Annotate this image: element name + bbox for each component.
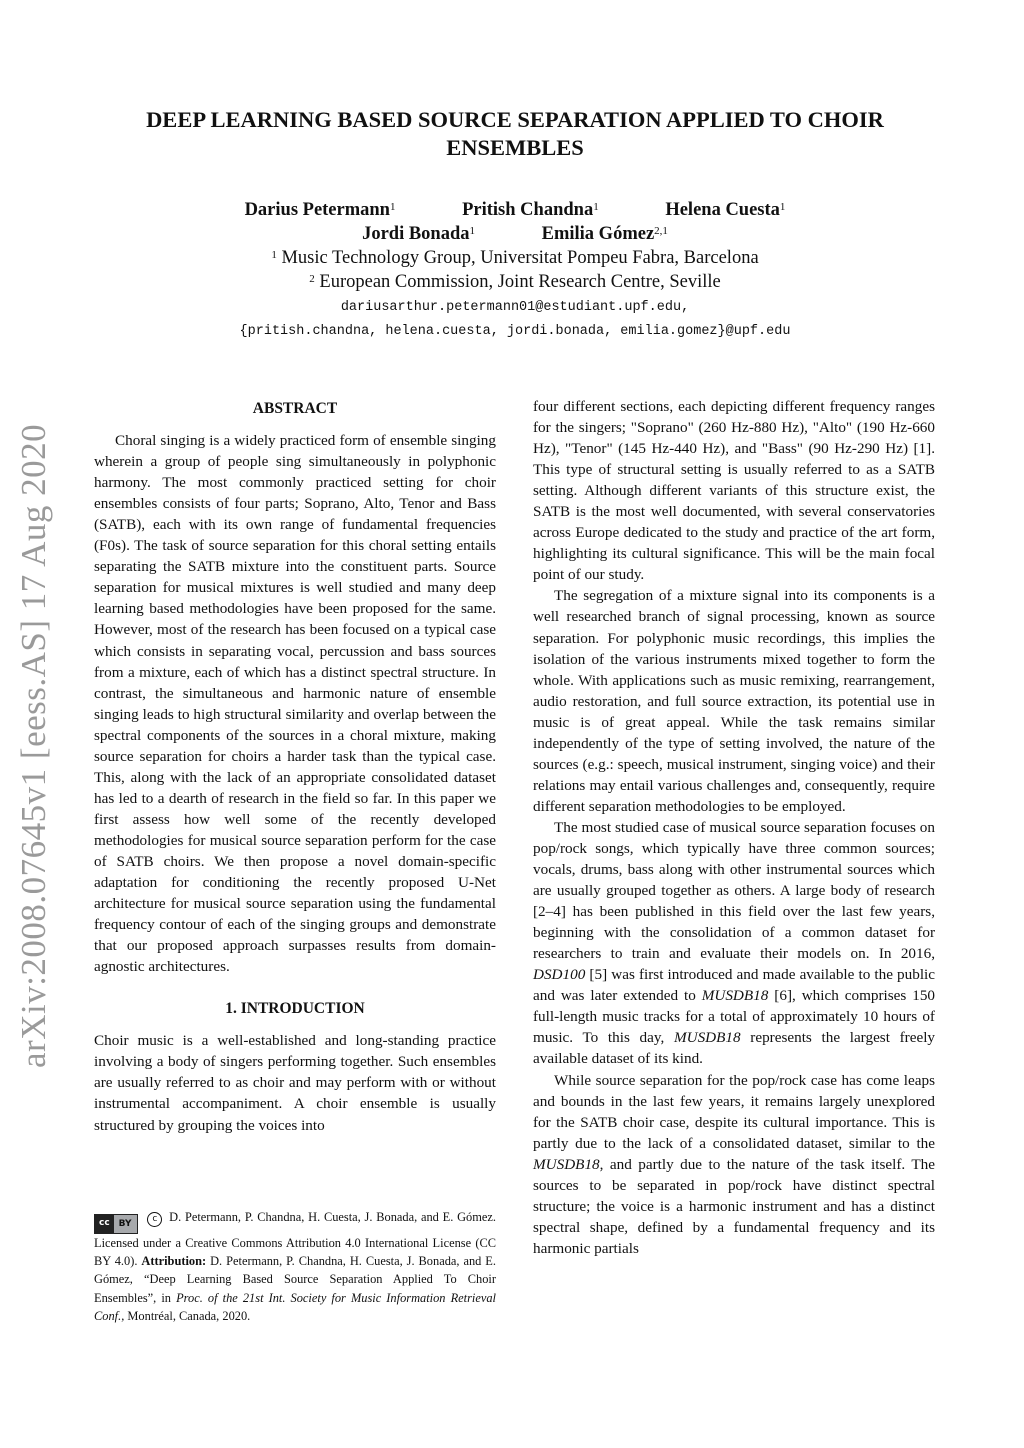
affiliation-2: $^2$ European Commission, Joint Research Centre, Seville [309, 272, 721, 292]
author-name: Emilia Gómez [541, 224, 655, 244]
author-affil-mark: 1 [593, 201, 599, 213]
left-column [94, 396, 496, 1136]
author-name: Darius Petermann [244, 200, 390, 220]
author-name: Jordi Bonada [362, 224, 470, 244]
license-footnote: cc BY c D. Petermann, P. Chandna, H. Cuesta, J. Bonada, and E. Gómez. Licensed under a Creative Commons Attribution 4.0 International License (CC BY 4.0). Attribution: D. Petermann, P. Chandna, H. Cuesta, J. Bonada, and E. Gómez, “Deep Learning Based Source Separation Applied To Choir Ensembles”, in Proc. of the 21st Int. Society for Music Information Retrieval Conf., Montréal, Canada, 2020. [94, 1210, 497, 1323]
intro-paragraph-1: Choir music is a well-established and long-standing practice involving a body of singers performing together. Such ensembles are usually referred to as choir and may perform with or without instrumental accompaniment. A choir ensemble is usually structured by grouping the voices into [94, 1032, 496, 1134]
email-line-2: {pritish.chandna, helena.cuesta, jordi.bonada, emilia.gomez}@upf.edu [239, 324, 791, 339]
body-paragraph: The most studied case of musical source separation focuses on pop/rock songs, which typically have three common sources; vocals, drums, bass along with other instrumental sources which are usually grouped together as others. A large body of research [2–4] has been published in this field over the last few years, beginning with the consolidation of a common dataset for researchers to train and evaluate their models on. In 2016, DSD100 [5] was first introduced and made available to the public and was later extended to MUSDB18 [6], which comprises 150 full-length music tracks for a total of approximately 10 hours of music. To this day, MUSDB18 represents the largest freely available dataset of its kind. [533, 818, 936, 1068]
body-paragraph: four different sections, each depicting different frequency ranges for the singers; "Soprano" (260 Hz-880 Hz), "Alto" (190 Hz-660 Hz), "Tenor" (145 Hz-440 Hz), and "Bass" (90 Hz-290 Hz) [1]. This type of structural setting is usually referred to as a SATB setting. Although different variants of this structure exist, the SATB is the most well documented, with several conservatories across Europe dedicated to the study and practice of the art form, highlighting its cultural significance. This will be the main focal point of our study. [533, 398, 935, 584]
abstract-text: Choral singing is a widely practiced form of ensemble singing wherein a group of people sing simultaneously in polyphonic harmony. The most commonly practiced setting for choir ensembles consists of four parts; Soprano, Alto, Tenor and Bass (SATB), each with its own range of fundamental frequencies (F0s). The task of source separation for this choral setting entails separating the SATB mixture into the constituent parts. Source separation for musical mixtures is well studied and many deep learning based methodologies have been proposed for the same. However, most of the research has been focused on a typical case which consists in separating vocal, percussion and bass sources from a mixture, each of which has a distinct spectral structure. In contrast, the simultaneous and harmonic nature of ensemble singing leads to high structural similarity and overlap between the spectral components of the sources in a choral mixture, making source separation for choirs a harder task than the typical case. This, along with the lack of an appropriate consolidated dataset has led to a dearth of research in the field so far. In this paper we first assess how well some of the recently developed methodologies for musical source separation perform for the case of SATB choirs. We then propose a novel domain-specific adaptation for conditioning the recently proposed U-Net architecture for musical source separation using the fundamental frequency contour of each of the singing groups and demonstrate that our proposed approach surpasses results from domain-agnostic architectures. [94, 432, 496, 976]
author-affil-mark: 1 [469, 225, 476, 237]
authors-row-1 [100, 198, 930, 222]
authors-row-2 [100, 222, 930, 246]
author-affil-mark: 2,1 [654, 225, 668, 237]
email-line-1: dariusarthur.petermann01@estudiant.upf.edu, [340, 300, 690, 315]
abstract-heading: ABSTRACT [252, 400, 338, 417]
body-paragraph: The segregation of a mixture signal into its components is a well researched branch of signal processing, known as source separation. For polyphonic music recordings, this implies the isolation of the various instruments mixed together to form the whole. With applications such as music remixing, rearrangement, audio restoration, and full source extraction, its potential use in music is of great appeal. While the task remains similar independently of the type of setting involved, the nature of the sources (e.g.: speech, musical instrument, singing voice) and their relations may entail various challenges and, consequently, require different separation methodologies to be employed. [533, 587, 935, 815]
paper-title [100, 106, 930, 162]
arxiv-side-stamp: arXiv:2008.07645v1 [eess.AS] 17 Aug 2020 [14, 423, 53, 1068]
author-name: Pritish Chandna [462, 200, 594, 220]
email-block [100, 296, 930, 344]
affiliation-1: $^1$ Music Technology Group, Universitat Pompeu Fabra, Barcelona [271, 248, 759, 268]
author-block [100, 198, 930, 344]
author-affil-mark: 1 [779, 201, 786, 213]
copyright-icon: c [147, 1212, 162, 1227]
author-name: Helena Cuesta [665, 200, 780, 220]
title-line-2: ENSEMBLES [446, 135, 584, 160]
title-line-1: DEEP LEARNING BASED SOURCE SEPARATION APPLIED TO CHOIR [146, 107, 884, 132]
right-column [533, 396, 935, 1259]
body-paragraph: While source separation for the pop/rock case has come leaps and bounds in the last few years, it remains largely unexplored for the SATB choir case, despite its cultural importance. This is partly due to the lack of a consolidated dataset, similar to the MUSDB18, and partly due to the nature of the task itself. The sources to be separated in pop/rock have distinct spectral structure; the voice is a harmonic instrument and has a distinct spectral shape, defined by a fundamental frequency and its harmonic partials [533, 1071, 935, 1257]
cc-by-license-icon: cc BY [94, 1214, 138, 1234]
author-affil-mark: 1 [389, 201, 396, 213]
introduction-heading: 1. INTRODUCTION [225, 1000, 365, 1018]
